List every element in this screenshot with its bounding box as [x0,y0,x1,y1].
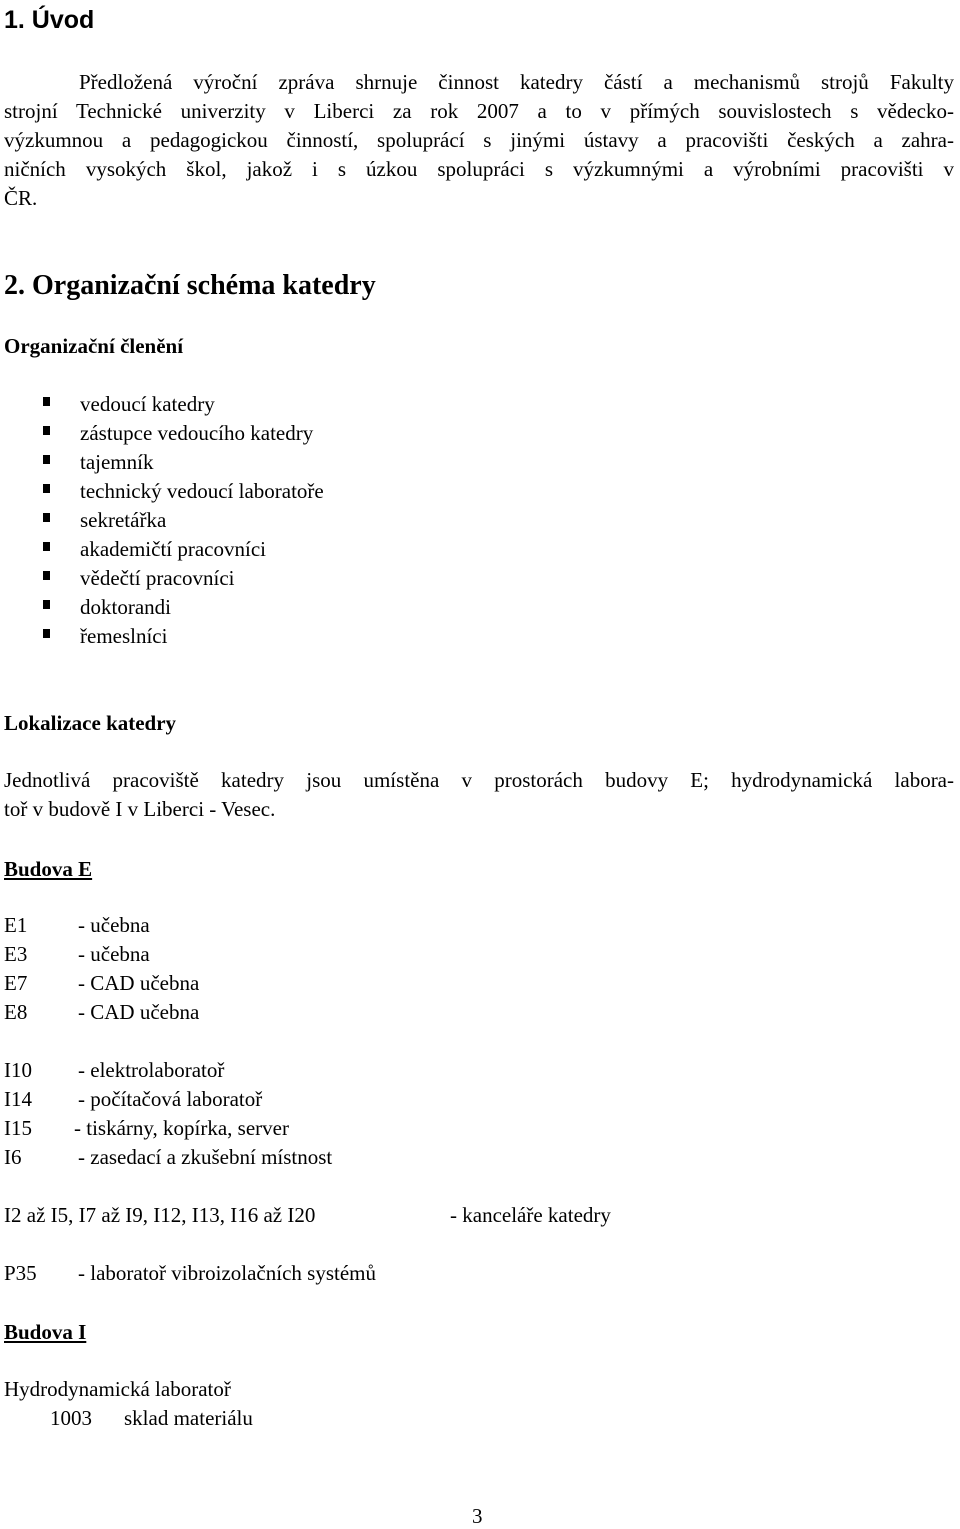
page-number: 3 [472,1504,483,1528]
room-description: - CAD učebna [78,971,200,995]
room-description: - laboratoř vibroizolačních systémů [78,1261,376,1285]
intro-line: ČR. [4,186,38,210]
hydro-lab-label: Hydrodynamická laboratoř [4,1377,231,1401]
bullet-square-icon [43,455,50,464]
bullet-square-icon [43,397,50,406]
room-code: 1003 [50,1406,92,1430]
org-structure-list [0,390,324,651]
room-code: I15 [4,1116,32,1140]
list-item-text: akademičtí pracovníci [80,537,266,561]
room-description: - elektrolaboratoř [78,1058,225,1082]
location-heading: Lokalizace katedry [4,711,177,735]
offices-codes: I2 až I5, I7 až I9, I12, I13, I16 až I20 [4,1203,316,1227]
room-description: - učebna [78,913,150,937]
intro-line: výzkumnou a pedagogickou činností, spoluprácí s jinými ústavy a pracovišti českých a zahra- [4,128,954,152]
list-item [0,506,324,535]
list-item-text: tajemník [80,450,154,474]
room-code: E3 [4,942,28,966]
list-item-text: doktorandi [80,595,171,619]
intro-line: strojní Technické univerzity v Liberci za rok 2007 a to v přímých souvislostech s vědecko- [4,99,954,123]
room-code: I14 [4,1087,32,1111]
room-description: - CAD učebna [78,1000,200,1024]
intro-line: ničních vysokých škol, jakož i s úzkou spolupráci s výzkumnými a výrobními pracovišti v [4,157,954,181]
bullet-square-icon [43,426,50,435]
room-description: sklad materiálu [124,1406,253,1430]
list-item-text: vědečtí pracovníci [80,566,235,590]
room-code: I6 [4,1145,22,1169]
room-code: E8 [4,1000,28,1024]
list-item [0,535,324,564]
list-item [0,622,324,651]
intro-line: Předložená výroční zpráva shrnuje činnost katedry částí a mechanismů strojů Fakulty [79,70,954,94]
room-description: - počítačová laboratoř [78,1087,263,1111]
room-description: - zasedací a zkušební místnost [78,1145,333,1169]
building-i-title: Budova I [4,1320,87,1344]
bullet-square-icon [43,513,50,522]
list-item [0,390,324,419]
room-code: E1 [4,913,28,937]
intro-paragraph [4,68,954,213]
list-item [0,448,324,477]
list-item-text: sekretářka [80,508,167,532]
list-item-text: zástupce vedoucího katedry [80,421,314,445]
bullet-square-icon [43,484,50,493]
list-item [0,419,324,448]
location-line: toř v budově I v Liberci - Vesec. [4,797,276,821]
list-item [0,593,324,622]
section-2-heading: 2. Organizační schéma katedry [4,270,376,301]
building-e-title: Budova E [4,857,93,881]
list-item [0,564,324,593]
section-1-heading: 1. Úvod [4,6,95,34]
room-code: I10 [4,1058,32,1082]
location-paragraph [4,766,954,824]
bullet-square-icon [43,542,50,551]
location-line: Jednotlivá pracoviště katedry jsou umístěna v prostorách budovy E; hydrodynamická labora- [4,768,954,792]
offices-description: - kanceláře katedry [450,1203,611,1227]
bullet-square-icon [43,571,50,580]
bullet-square-icon [43,629,50,638]
list-item-text: vedoucí katedry [80,392,215,416]
room-description: - učebna [78,942,150,966]
bullet-square-icon [43,600,50,609]
room-code: P35 [4,1261,37,1285]
list-item-text: technický vedoucí laboratoře [80,479,324,503]
list-item-text: řemeslníci [80,624,168,648]
org-structure-heading: Organizační členění [4,334,184,358]
room-code: E7 [4,971,28,995]
list-item [0,477,324,506]
room-description: - tiskárny, kopírka, server [74,1116,289,1140]
